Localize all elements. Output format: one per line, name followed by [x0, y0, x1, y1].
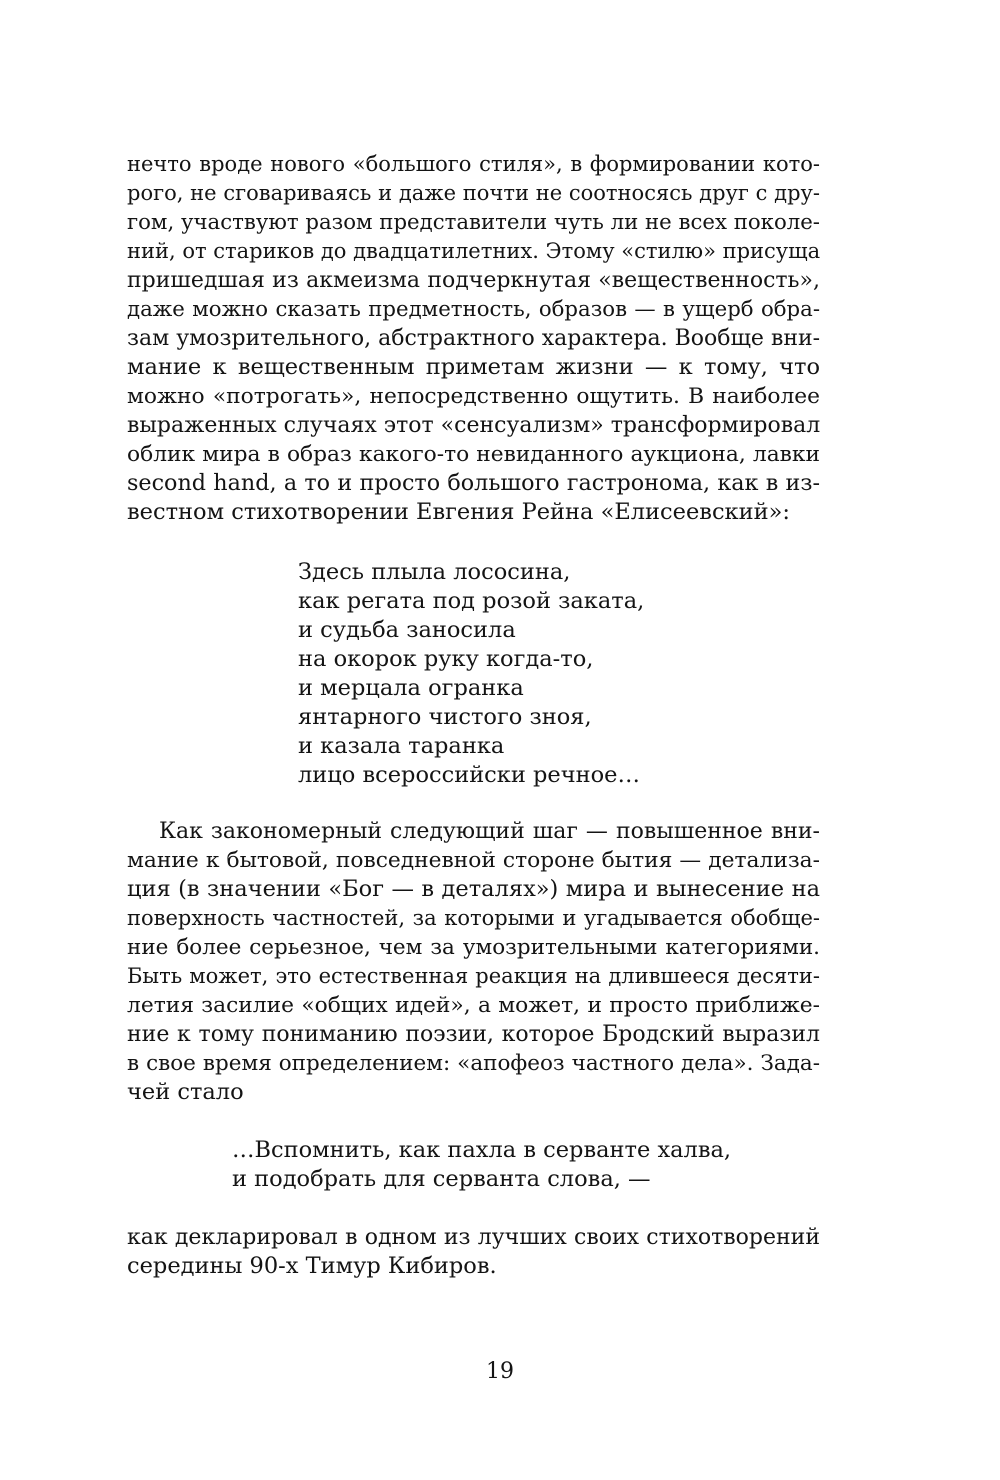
verse-line: лицо всероссийски речное…	[298, 762, 640, 788]
text-line: мание к вещественным приметам жизни — к тому, что	[127, 354, 820, 380]
text-line: Быть может, это естественная реакция на длившееся десяти-	[127, 964, 820, 988]
text-line: second hand, а то и просто большого гастронома, как в из-	[127, 470, 820, 496]
text-line: гом, участвуют разом представители чуть ли не всех поколе-	[127, 210, 820, 235]
verse-quote-2	[232, 1136, 731, 1194]
verse-line: Здесь плыла лососина,	[298, 559, 571, 585]
verse-line: …Вспомнить, как пахла в серванте халва,	[232, 1137, 732, 1163]
text-line: пришедшая из акмеизма подчеркнутая «вещественность»,	[127, 268, 820, 293]
text-line: рого, не сговариваясь и даже почти не соотносясь друг с дру-	[127, 181, 820, 205]
verse-line: и судьба заносила	[298, 617, 516, 643]
text-line: чей стало	[127, 1079, 244, 1105]
text-line: ция (в значении «Бог — в деталях») мира и вынесение на	[127, 876, 820, 902]
verse-line: и подобрать для серванта слова, —	[232, 1166, 651, 1192]
text-line: вестном стихотворении Евгения Рейна «Елисеевский»:	[127, 499, 790, 525]
text-line: мание к бытовой, повседневной стороне бытия — детализа-	[127, 848, 820, 873]
verse-quote-1	[298, 558, 644, 790]
verse-line: янтарного чистого зноя,	[298, 704, 592, 730]
text-line: даже можно сказать предметность, образов — в ущерб обра-	[127, 297, 820, 322]
text-line: нечто вроде нового «большого стиля», в формировании кото-	[127, 152, 820, 176]
text-line: как декларировал в одном из лучших своих стихотворений	[127, 1225, 820, 1250]
text-line: поверхность частностей, за которыми и угадывается обобще-	[127, 906, 820, 930]
paragraph-1	[127, 150, 820, 527]
paragraph-2	[127, 817, 820, 1107]
text-line: середины 90-х Тимур Кибиров.	[127, 1253, 497, 1279]
paragraph-3	[127, 1223, 820, 1281]
text-line: ние более серьезное, чем за умозрительными категориями.	[127, 935, 820, 960]
text-line: в свое время определением: «апофеоз частного дела». Зада-	[127, 1051, 820, 1076]
verse-line: и мерцала огранка	[298, 675, 524, 701]
text-line: выраженных случаях этот «сенсуализм» трансформировал	[127, 413, 821, 438]
verse-line: как регата под розой заката,	[298, 588, 645, 614]
page-number: 19	[486, 1359, 514, 1384]
text-line: ние к тому пониманию поэзии, которое Бродский выразил	[127, 1022, 820, 1047]
text-line: ний, от стариков до двадцатилетних. Этому «стилю» присуща	[127, 239, 821, 263]
verse-line: и казала таранка	[298, 733, 505, 759]
text-line: зам умозрительного, абстрактного характера. Вообще вни-	[127, 326, 821, 351]
text-line: облик мира в образ какого-то невиданного аукциона, лавки	[127, 442, 820, 467]
text-line: можно «потрогать», непосредственно ощутить. В наиболее	[127, 384, 820, 409]
text-line: Как закономерный следующий шаг — повышенное вни-	[159, 819, 820, 844]
verse-line: на окорок руку когда-то,	[298, 646, 594, 672]
text-line: летия засилие «общих идей», а может, и просто приближе-	[127, 993, 820, 1018]
